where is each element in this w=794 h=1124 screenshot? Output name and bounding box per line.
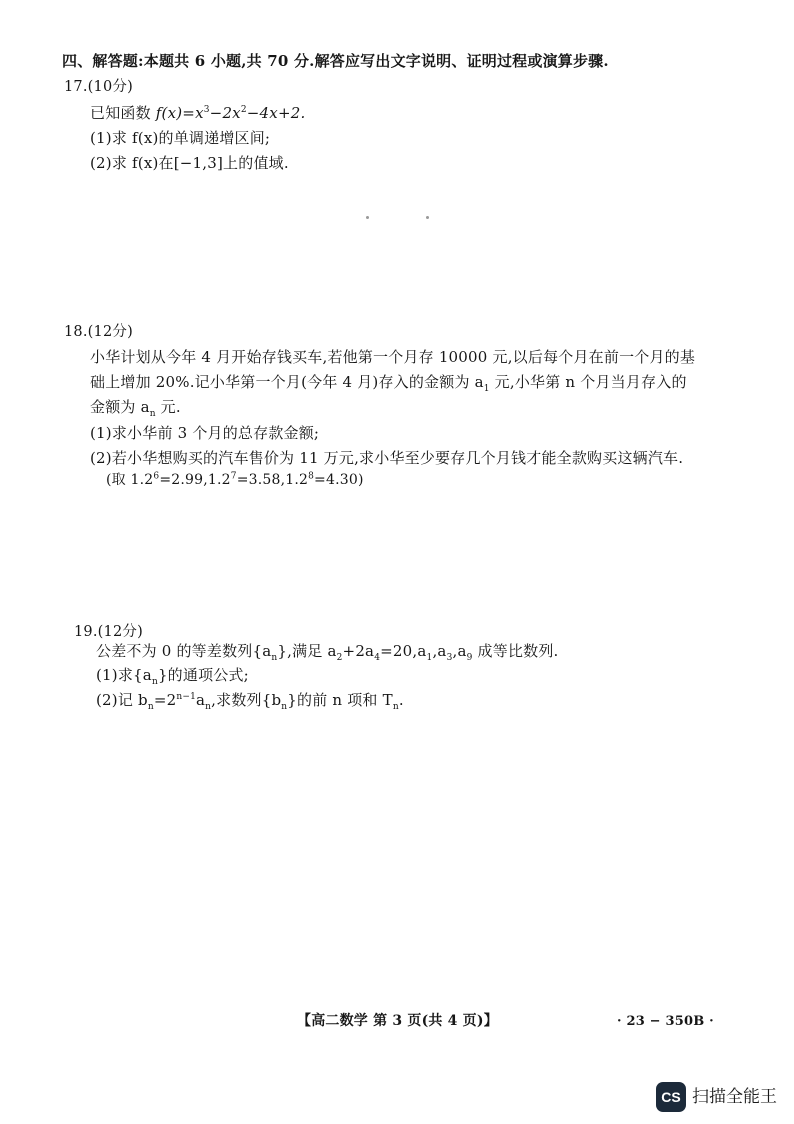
q18-line2: 础上增加 20%.记小华第一个月(今年 4 月)存入的金额为 $a_1$ 元,小华第 n 个月当月存入的	[90, 373, 687, 394]
camscanner-logo-icon: CS	[656, 1082, 686, 1112]
q19-stem: 公差不为 0 的等差数列$\{a_n\}$,满足 $a_2+2a_4=20,a_1,a_3,a_9$ 成等比数列.	[96, 642, 559, 663]
scan-speck	[366, 216, 369, 219]
q18-header: 18.(12分)	[64, 324, 133, 340]
q18-part2: (2)若小华想购买的汽车售价为 11 万元,求小华至少要存几个月钱才能全款购买这辆汽车.	[90, 449, 684, 467]
q17-part1: (1)求 f(x)的单调递增区间;	[90, 129, 271, 147]
q17-stem: 已知函数 $f(x)=x^3-2x^2-4x+2$.	[90, 104, 306, 122]
q17-header: 17.(10分)	[64, 79, 133, 95]
q19-header: 19.(12分)	[74, 624, 143, 640]
paper-code: · 23 − 350B ·	[617, 1014, 714, 1029]
q19-part2: (2)记 $b_n=2^{n-1}a_n$,求数列$\{b_n\}$的前 n 项和 $T_n$.	[96, 691, 404, 712]
q18-part1: (1)求小华前 3 个月的总存款金额;	[90, 424, 320, 442]
section-title: 四、解答题:本题共 6 小题,共 70 分.解答应写出文字说明、证明过程或演算步骤.	[62, 52, 609, 70]
page-footer: 【高二数学 第 3 页(共 4 页)】	[297, 1013, 498, 1029]
q17-part2: (2)求 f(x)在[−1,3]上的值域.	[90, 154, 289, 172]
q18-note: (取 $1.2^6=2.99,1.2^7=3.58,1.2^8=4.30$)	[106, 471, 364, 488]
q18-line1: 小华计划从今年 4 月开始存钱买车,若他第一个月存 10000 元,以后每个月在前一个月的基	[90, 348, 696, 366]
camscanner-label: 扫描全能王	[692, 1087, 777, 1106]
q18-line3: 金额为 $a_n$ 元.	[90, 398, 181, 419]
q19-part1: (1)求$\{a_n\}$的通项公式;	[96, 666, 249, 687]
scan-speck	[426, 216, 429, 219]
